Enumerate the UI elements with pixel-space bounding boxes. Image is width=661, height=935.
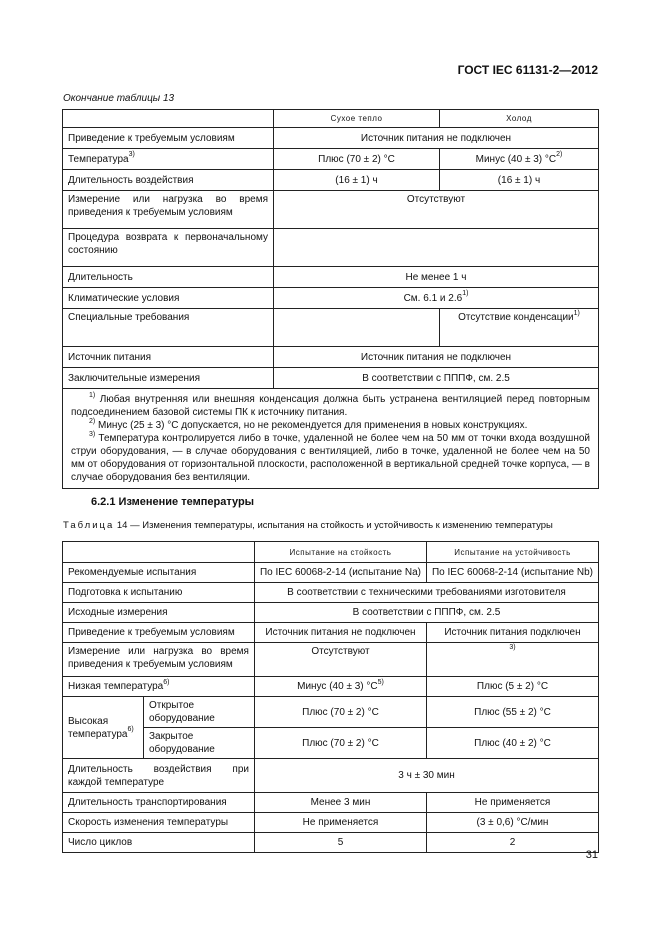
table-row: [63, 347, 599, 368]
endurance-value: По IEC 60068-2-14 (испытание Na): [254, 563, 426, 583]
immunity-value: Источник питания подключен: [426, 623, 598, 643]
table-row: [63, 677, 599, 697]
row-value: Не менее 1 ч: [274, 267, 599, 288]
page-number: 31: [585, 849, 598, 861]
endurance-value: 5: [254, 833, 426, 853]
row-value: Источник питания не подключен: [274, 128, 599, 149]
row-value: См. 6.1 и 2.6$^{1)}$: [274, 288, 599, 309]
endurance-value: Плюс (70 ± 2) °С: [254, 728, 426, 759]
row-label: Температура$^{3)}$: [63, 149, 274, 170]
row-label: Высокая температура$^{6)}$: [63, 697, 144, 759]
table-row: [63, 309, 599, 347]
row-label: Низкая температура$^{6)}$: [63, 677, 255, 697]
footnote: $^{1)}$ Любая внутренняя или внешняя конденсация должна быть устранена вентиляцией перед повторным подсоединением базовой системы ПК к источнику питания.: [71, 391, 590, 418]
section-title: Изменение температуры: [118, 496, 255, 508]
table-row: [63, 170, 599, 191]
immunity-value: 3): [426, 643, 598, 677]
table-header-row: [63, 110, 599, 128]
row-label: Исходные измерения: [63, 603, 255, 623]
col-endurance: Испытание на стойкость: [254, 542, 426, 563]
table-row: [63, 643, 599, 677]
section-heading: [91, 496, 254, 508]
row-label: Источник питания: [63, 347, 274, 368]
table-row: [63, 833, 599, 853]
sub-row-label: Закрытое оборудование: [144, 728, 255, 759]
row-label: Измерение или нагрузка во время приведения к требуемым условиям: [63, 191, 274, 229]
col-cold: Холод: [440, 110, 599, 128]
endurance-value: Не применяется: [254, 813, 426, 833]
table-row: [63, 229, 599, 267]
row-label: Скорость изменения температуры: [63, 813, 255, 833]
table-row: [63, 563, 599, 583]
table-row: [63, 759, 599, 793]
table-row: [63, 368, 599, 389]
row-label: Измерение или нагрузка во время приведения к требуемым условиям: [63, 643, 255, 677]
row-label: Климатические условия: [63, 288, 274, 309]
row-label: Процедура возврата к первоначальному состоянию: [63, 229, 274, 267]
table-notes-row: [63, 389, 599, 489]
endurance-value: Источник питания не подключен: [254, 623, 426, 643]
cold-value: Минус (40 ± 3) $^\circ С^{2)}$: [440, 149, 599, 170]
standard-header: ГОСТ IEC 61131-2—2012: [457, 63, 598, 77]
col-immunity: Испытание на устойчивость: [426, 542, 598, 563]
immunity-value: Плюс (5 ± 2) °С: [426, 677, 598, 697]
footnote: $^{3)}$ Температура контролируется либо в точке, удаленной не более чем на 50 мм от точки входа воздушной струи оборудования, — в случае оборудования с вентиляцией, либо в точке, удаленной не более чем на 50 мм от оборудования от горизонтальной плоскости, расположенной в вертикальной средней точке корпуса, — в случае оборудования без вентиляции.: [71, 430, 590, 483]
footnote: $^{2)}$ Минус (25 ± 3) °С допускается, но не рекомендуется для применения в новых конструкциях.: [89, 417, 528, 431]
endurance-value: Плюс (70 ± 2) °С: [254, 697, 426, 728]
table-row: [63, 623, 599, 643]
table-row: [63, 267, 599, 288]
immunity-value: Плюс (55 ± 2) °С: [426, 697, 598, 728]
row-label: Приведение к требуемым условиям: [63, 623, 255, 643]
table-row: [63, 191, 599, 229]
row-value: В соответствии с ПППФ, см. 2.5: [274, 368, 599, 389]
table-row: [63, 728, 599, 759]
row-label: Число циклов: [63, 833, 255, 853]
immunity-value: По IEC 60068-2-14 (испытание Nb): [426, 563, 598, 583]
cold-value: Отсутствие конденсации$^{1)}$: [440, 309, 599, 347]
row-value-empty: [274, 229, 599, 267]
table-row: [63, 793, 599, 813]
row-value: В соответствии с ПППФ, см. 2.5: [254, 603, 598, 623]
table-13: [62, 109, 599, 489]
endurance-value: Менее 3 мин: [254, 793, 426, 813]
table-row: [63, 288, 599, 309]
row-label: Длительность воздействия при каждой температуре: [63, 759, 255, 793]
header-empty-cell: [63, 542, 255, 563]
row-label: Рекомендуемые испытания: [63, 563, 255, 583]
dry-heat-value: Плюс (70 ± 2) °С: [274, 149, 440, 170]
row-value: В соответствии с техническими требованиями изготовителя: [254, 583, 598, 603]
row-value: Отсутствуют: [274, 191, 599, 229]
table-row: [63, 128, 599, 149]
row-value: 3 ч ± 30 мин: [254, 759, 598, 793]
endurance-value: Минус (40 ± 3) $^\circ С^{5)}$: [254, 677, 426, 697]
row-label: Подготовка к испытанию: [63, 583, 255, 603]
row-value: Источник питания не подключен: [274, 347, 599, 368]
immunity-value: Не применяется: [426, 793, 598, 813]
table-header-row: [63, 542, 599, 563]
row-label: Заключительные измерения: [63, 368, 274, 389]
table-row: [63, 149, 599, 170]
immunity-value: (3 ± 0,6) °С/мин: [426, 813, 598, 833]
section-number: 6.2.1: [91, 496, 116, 508]
table-row: [63, 813, 599, 833]
table-row: [63, 603, 599, 623]
row-label: Длительность транспортирования: [63, 793, 255, 813]
row-label: Приведение к требуемым условиям: [63, 128, 274, 149]
table-row: [63, 697, 599, 728]
immunity-value: Плюс (40 ± 2) °С: [426, 728, 598, 759]
cold-value: (16 ± 1) ч: [440, 170, 599, 191]
row-label: Длительность: [63, 267, 274, 288]
table-notes: [63, 389, 599, 489]
table13-caption: Окончание таблицы 13: [63, 93, 175, 104]
table-row: [63, 583, 599, 603]
row-label: Специальные требования: [63, 309, 274, 347]
row-label: Длительность воздействия: [63, 170, 274, 191]
table-14: [62, 541, 599, 853]
dry-heat-value: (16 ± 1) ч: [274, 170, 440, 191]
table14-caption: Таблица 14 — Изменения температуры, испытания на стойкость и устойчивость к изменению температуры: [63, 520, 553, 531]
immunity-value: 2: [426, 833, 598, 853]
endurance-value: Отсутствуют: [254, 643, 426, 677]
header-empty-cell: [63, 110, 274, 128]
col-dry-heat: Сухое тепло: [274, 110, 440, 128]
sub-row-label: Открытое оборудование: [144, 697, 255, 728]
dry-heat-value-empty: [274, 309, 440, 347]
